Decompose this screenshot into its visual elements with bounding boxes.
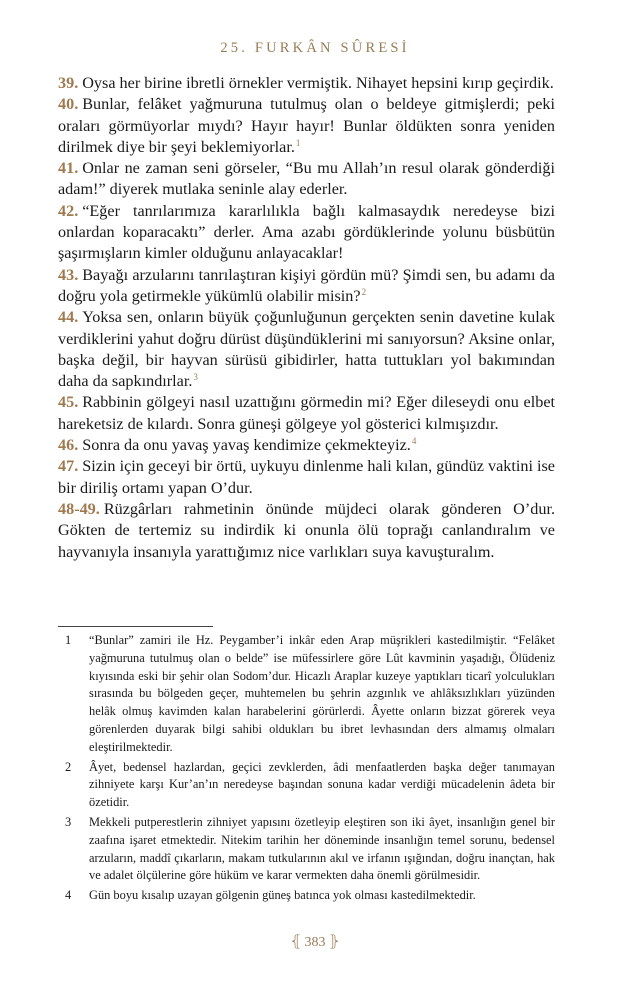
verse-48-49: [58, 499, 555, 563]
verse-number: 44.: [58, 308, 79, 327]
verse-45: [58, 392, 555, 435]
footnote-1: [58, 632, 555, 757]
footnote-text: Gün boyu kısalıp uzayan gölgenin güneş batınca yok olması kastedilmektedir.: [89, 888, 476, 903]
verse-text: Bayağı arzularını tanrılaştıran kişiyi gördün mü? Şimdi sen, bu adamı da doğru yola getirmekle yükümlü olabilir misin?: [58, 265, 555, 305]
verse-text: Onlar ne zaman seni görseler, “Bu mu Allah’ın resul olarak gönderdiği adam!” diyerek mutlaka seninle alay ederler.: [58, 159, 555, 199]
verse-39: [58, 73, 555, 94]
footnote-divider: [58, 626, 213, 627]
verse-text: Rabbinin gölgeyi nasıl uzattığını görmedin mi? Eğer dileseydi onu elbet hareketsiz de kılardı. Sonra güneşi gölgeye yol gösterici kılmışızdır.: [58, 393, 555, 433]
verse-number: 39.: [58, 74, 79, 92]
verse-42: [58, 201, 555, 265]
footnote-2: [58, 759, 555, 812]
verse-text-block: [58, 73, 555, 563]
footnote-text: Mekkeli putperestlerin zihniyet yapısını özetleyip eleştiren son iki âyet, insanlığın genel bir zaafına işaret etmektedir. Nitekim tarihin her döneminde insanlığın temel sorunu, bedensel arzuların, maddî çıkarların, makam tutkularının akıl ve irfanın ışığından, doğru inançtan, hak ve adalet ölçülerine göre hüküm ve karar vermekten daha önemli görülmesidir.: [89, 814, 555, 883]
verse-43: [58, 265, 555, 308]
footnote-text: “Bunlar” zamiri ile Hz. Peygamber’i inkâr eden Arap müşrikleri kastedilmiştir. “Felâket yağmuruna tutulmuş olan o belde” ise müfessirlere göre Lût kavminin yaşadığı, Ölüdeniz kıyısında eski bir şehir olan Sodom’dur. Hicazlı Araplar kuzeye yaptıkları ticarî yolculukları sırasında bu bölgeden geçer, muhtemelen bu şehrin azgınlık ve ahlâksızlıkları yüzünden helâk olmuş kavimden kalan harabelerini görürlerdi. Âyette onların bizzat görerek veya görenlerden duyarak bilgi sahibi oldukları bu ibret levhasından ders almamış olmaları eleştirilmektedir.: [89, 633, 555, 754]
verse-40: [58, 94, 555, 158]
verse-text: Bunlar, felâket yağmuruna tutulmuş olan o beldeye gitmişlerdi; peki oraları görmüyorlar mıydı? Hayır hayır! Bunlar öldükten sonra yeniden dirilmek diye bir şeyi beklemiyorlar.: [58, 95, 555, 156]
footnote-ref-4[interactable]: 4: [411, 435, 417, 446]
verse-44: [58, 307, 555, 392]
verse-text: Sonra da onu yavaş yavaş kendimize çekmekteyiz.: [82, 436, 411, 455]
verse-number: 43.: [58, 265, 79, 284]
footnotes-block: [58, 632, 555, 907]
footnote-number: 3: [65, 814, 72, 829]
page-number-footer: [0, 932, 630, 951]
footnote-text: Âyet, bedensel hazlardan, geçici zevklerden, âdi menfaatlerden başka değer tanımayan zihniyete karşı Kur’an’ın neredeyse başından sonuna kadar verdiği mücadelenin âdeta bir özetidir.: [89, 759, 555, 810]
footnote-number: 1: [65, 633, 72, 647]
footnote-3: [58, 814, 555, 885]
footnote-number: 2: [65, 759, 72, 774]
verse-number: 46.: [58, 436, 79, 455]
footnote-number: 4: [65, 888, 72, 903]
verse-47: [58, 456, 555, 499]
verse-text: “Eğer tanrılarımıza kararlılıkla bağlı kalmasaydık neredeyse bizi onlardan koparacaktı” derler. Ama azabı gördüklerinde yolunu büsbütün şaşırmışların kimler olduğunu anlayacaklar!: [58, 201, 555, 263]
verse-text: Rüzgârları rahmetinin önünde müjdeci olarak gönderen O’dur. Gökten de tertemiz su indirdik ki onunla ölü toprağı canlandıralım ve hayvanıyla insanıyla yarattığımız nice varlıkları suya kavuşturalım.: [58, 499, 555, 561]
verse-number: 41.: [58, 159, 79, 178]
verse-41: [58, 158, 555, 201]
verse-46: [58, 435, 555, 456]
ornament-left-icon: ⦃: [290, 934, 302, 950]
ornament-right-icon: ⦄: [328, 934, 340, 950]
footnote-4: [58, 887, 555, 905]
verse-number: 47.: [58, 457, 79, 476]
verse-number: 40.: [58, 95, 79, 114]
footnote-ref-1[interactable]: 1: [295, 137, 301, 148]
verse-text: Yoksa sen, onların büyük çoğunluğunun gerçekten senin davetine kulak verdiklerini yahut doğru dürüst düşündüklerini mi sanıyorsun? Aksine onlar, başka değil, bir hayvan sürüsü gibidirler, hatta tuttukları yol bakımından daha da sapkındırlar.: [58, 308, 555, 391]
footnote-ref-3[interactable]: 3: [193, 371, 198, 382]
running-header: 25. FURKÂN SÛRESİ: [220, 40, 410, 56]
verse-text: Oysa her birine ibretli örnekler vermiştik. Nihayet hepsini kırıp geçirdik.: [82, 74, 554, 92]
verse-number: 42.: [58, 201, 79, 220]
verse-number: 48-49.: [58, 499, 100, 518]
page-number: 383: [304, 935, 326, 950]
verse-number: 45.: [58, 393, 79, 412]
footnote-ref-2[interactable]: 2: [361, 286, 367, 297]
verse-text: Sizin için geceyi bir örtü, uykuyu dinlenme hali kılan, gündüz vaktini ise bir diriliş ortamı yapan O’dur.: [58, 457, 555, 497]
